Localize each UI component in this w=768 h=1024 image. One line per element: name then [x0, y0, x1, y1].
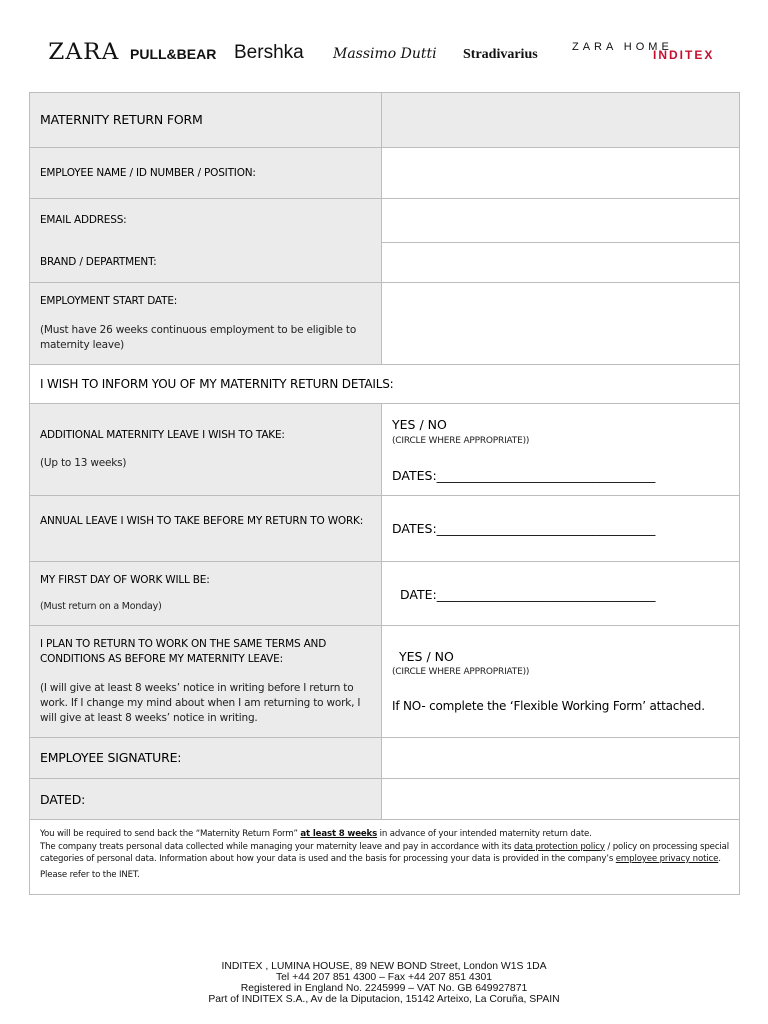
stradivarius-logo: Stradivarius	[463, 47, 538, 62]
email-brand-fields	[382, 199, 739, 282]
brand-department-field[interactable]	[382, 243, 739, 282]
signature-field[interactable]	[382, 738, 739, 778]
inform-heading-row	[30, 364, 739, 403]
same-terms-if-no-note: If NO- complete the ‘Flexible Working Form’ attached.	[392, 699, 705, 713]
form-title-row	[30, 93, 739, 147]
additional-leave-field	[382, 404, 739, 495]
annual-leave-label: ANNUAL LEAVE I WISH TO TAKE BEFORE MY RETURN TO WORK:	[40, 515, 364, 527]
first-day-label-cell	[30, 562, 382, 625]
employee-privacy-notice-link[interactable]: employee privacy notice	[615, 854, 719, 864]
inform-heading-cell	[30, 365, 739, 403]
annual-leave-label-cell	[30, 496, 382, 561]
bershka-logo: Bershka	[234, 42, 304, 63]
inform-heading: I WISH TO INFORM YOU OF MY MATERNITY RETURN DETAILS:	[40, 377, 394, 391]
annual-leave-field	[382, 496, 739, 561]
notice-1a: You will be required to send back the “Maternity Return Form”	[40, 829, 301, 839]
dated-field[interactable]	[382, 779, 739, 819]
address-line-1: INDITEX , LUMINA HOUSE, 89 NEW BOND Street, London W1S 1DA	[221, 961, 547, 972]
notice-at-least-8-weeks: at least 8 weeks	[300, 829, 378, 839]
brand-logos-row	[0, 38, 768, 74]
massimo-dutti-logo: Massimo Dutti	[333, 46, 437, 62]
start-date-row	[30, 282, 739, 364]
address-line-2: Tel +44 207 851 4300 – Fax +44 207 851 4301	[275, 972, 493, 983]
form-title-blank	[382, 93, 739, 147]
same-terms-row	[30, 625, 739, 737]
company-address	[0, 961, 768, 1005]
annual-leave-dates-field[interactable]: DATES:___________________________________	[392, 521, 656, 536]
zara-home-logo	[572, 41, 673, 53]
annual-leave-row	[30, 495, 739, 561]
notice-2e: .	[718, 854, 721, 864]
address-line-4: Part of INDITEX S.A., Av de la Diputacion, 15142 Arteixo, La Coruña, SPAIN	[208, 994, 560, 1005]
same-terms-note: (I will give at least 8 weeks’ notice in writing before I return to work. If I change my mind about when I am returning to work, I will give at least 8 weeks’ notice in writing.	[40, 682, 361, 724]
notice-1c: in advance of your intended maternity return date.	[377, 829, 592, 839]
notice-2c: / policy on processing special categories of personal data. Information about how your data is used and the basis for processing your data is provided in the company’s	[40, 841, 729, 864]
dated-label: DATED:	[40, 792, 86, 807]
additional-leave-row	[30, 403, 739, 495]
same-terms-circle-note: (CIRCLE WHERE APPROPRIATE))	[392, 667, 530, 677]
same-terms-field	[382, 626, 739, 737]
first-day-note: (Must return on a Monday)	[40, 601, 162, 612]
notice-line-2	[40, 841, 729, 866]
additional-leave-circle-note: (CIRCLE WHERE APPROPRIATE))	[392, 436, 530, 446]
signature-row	[30, 737, 739, 778]
form-title: MATERNITY RETURN FORM	[40, 112, 203, 127]
email-label: EMAIL ADDRESS:	[40, 214, 127, 226]
signature-label: EMPLOYEE SIGNATURE:	[40, 750, 182, 765]
dated-label-cell	[30, 779, 382, 819]
start-date-note: (Must have 26 weeks continuous employment to be eligible to maternity leave)	[40, 324, 357, 351]
additional-leave-label-cell	[30, 404, 382, 495]
notice-text	[30, 820, 739, 894]
signature-label-cell	[30, 738, 382, 778]
form-title-cell	[30, 93, 382, 147]
first-day-date-field[interactable]: DATE:___________________________________	[400, 587, 656, 602]
first-day-field	[382, 562, 739, 625]
start-date-label-cell	[30, 283, 382, 364]
notice-row	[30, 819, 739, 894]
employee-name-label-cell	[30, 148, 382, 198]
data-protection-policy-link[interactable]: data protection policy	[514, 841, 605, 852]
email-brand-row	[30, 198, 739, 282]
zara-logo: ZARA	[48, 40, 120, 65]
start-date-label: EMPLOYMENT START DATE:	[40, 295, 178, 307]
notice-line-3: Please refer to the INET.	[40, 869, 140, 880]
maternity-return-form	[29, 92, 740, 895]
email-field[interactable]	[382, 199, 739, 243]
pull-and-bear-logo: PULL&BEAR	[130, 46, 217, 62]
employee-name-row	[30, 147, 739, 198]
same-terms-yes-no[interactable]: YES / NO	[399, 649, 454, 664]
zara-home-logo-text: ZARA HOME	[572, 41, 673, 53]
additional-leave-dates-field[interactable]: DATES:___________________________________	[392, 468, 656, 483]
inditex-logo: INDITEX	[653, 48, 715, 62]
start-date-field[interactable]	[382, 283, 739, 364]
employee-name-label: EMPLOYEE NAME / ID NUMBER / POSITION:	[40, 167, 256, 179]
additional-leave-note: (Up to 13 weeks)	[40, 457, 127, 469]
first-day-label: MY FIRST DAY OF WORK WILL BE:	[40, 574, 210, 586]
address-line-3: Registered in England No. 2245999 – VAT No. GB 649927871	[240, 983, 528, 994]
same-terms-label: I PLAN TO RETURN TO WORK ON THE SAME TERMS AND CONDITIONS AS BEFORE MY MATERNITY LEAVE:	[40, 638, 327, 665]
brand-department-label: BRAND / DEPARTMENT:	[40, 256, 157, 268]
employee-name-field[interactable]	[382, 148, 739, 198]
same-terms-label-cell	[30, 626, 382, 737]
additional-leave-label: ADDITIONAL MATERNITY LEAVE I WISH TO TAKE:	[40, 429, 285, 441]
email-brand-label-cell	[30, 199, 382, 282]
dated-row	[30, 778, 739, 819]
additional-leave-yes-no[interactable]: YES / NO	[392, 417, 447, 432]
notice-2a: The company treats personal data collected while managing your maternity leave and pay in accordance with its	[40, 841, 515, 852]
first-day-row	[30, 561, 739, 625]
notice-line-1	[40, 828, 729, 841]
